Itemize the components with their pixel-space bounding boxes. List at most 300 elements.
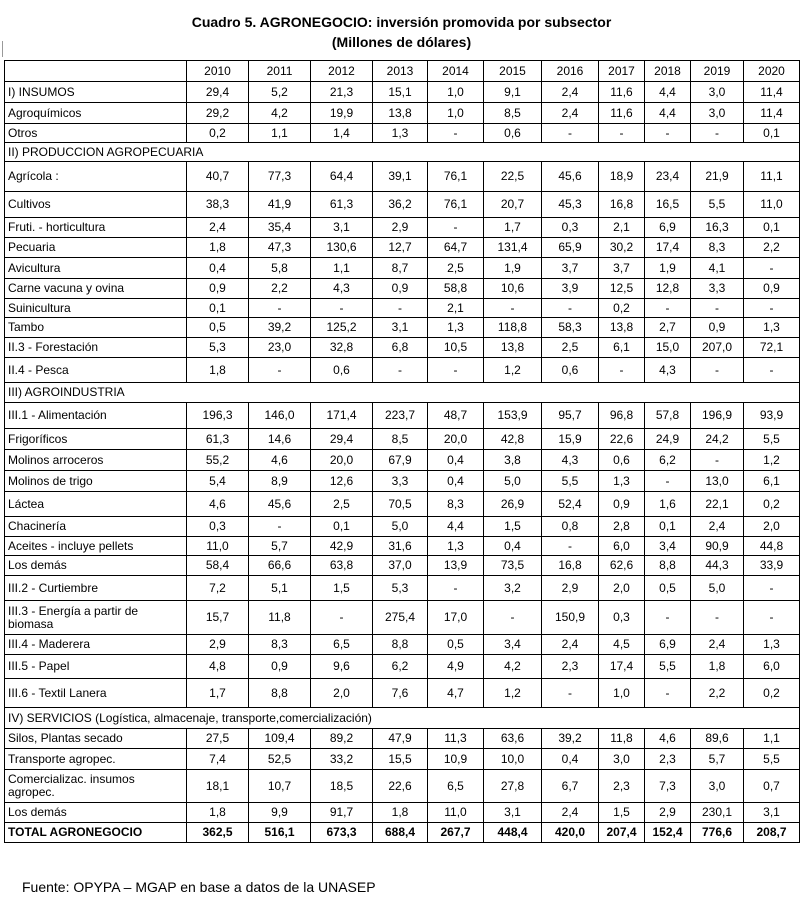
value-cell: 2,2 xyxy=(249,279,311,299)
row-label: Cultivos xyxy=(5,192,187,218)
value-cell: 1,8 xyxy=(691,655,744,679)
value-cell: 47,9 xyxy=(373,729,428,749)
value-cell: 0,2 xyxy=(744,679,800,708)
value-cell: 4,8 xyxy=(187,655,249,679)
section-row xyxy=(5,383,800,403)
value-cell: 6,2 xyxy=(373,655,428,679)
value-cell: 18,9 xyxy=(599,162,645,192)
value-cell: 27,8 xyxy=(484,770,542,803)
value-cell: - xyxy=(542,299,599,318)
table-row xyxy=(5,679,800,708)
year-header: 2015 xyxy=(484,61,542,82)
value-cell: 70,5 xyxy=(373,492,428,517)
value-cell: - xyxy=(542,124,599,143)
value-cell: 13,8 xyxy=(373,103,428,124)
row-label: III.6 - Textil Lanera xyxy=(5,679,187,708)
total-row xyxy=(5,823,800,843)
value-cell: 20,0 xyxy=(428,429,484,450)
value-cell: 9,6 xyxy=(311,655,373,679)
value-cell: 8,7 xyxy=(373,258,428,279)
value-cell: 1,8 xyxy=(187,238,249,258)
value-cell: 21,3 xyxy=(311,82,373,103)
value-cell: 1,3 xyxy=(428,537,484,556)
value-cell: 31,6 xyxy=(373,537,428,556)
value-cell: 0,9 xyxy=(744,279,800,299)
value-cell: 6,5 xyxy=(311,635,373,655)
row-label: Transporte agropec. xyxy=(5,749,187,770)
value-cell: 0,2 xyxy=(599,299,645,318)
row-label: II.3 - Forestación xyxy=(5,338,187,358)
value-cell: - xyxy=(691,358,744,383)
section-label: III) AGROINDUSTRIA xyxy=(5,383,800,403)
value-cell: 0,1 xyxy=(311,517,373,537)
value-cell: 0,5 xyxy=(645,576,691,601)
value-cell: 3,1 xyxy=(373,318,428,338)
value-cell: 1,5 xyxy=(484,517,542,537)
value-cell: 4,6 xyxy=(187,492,249,517)
value-cell: - xyxy=(428,576,484,601)
source-note: Fuente: OPYPA – MGAP en base a datos de la UNASEP xyxy=(22,879,376,895)
row-label: Silos, Plantas secado xyxy=(5,729,187,749)
row-label: Chacinería xyxy=(5,517,187,537)
value-cell: 15,5 xyxy=(373,749,428,770)
value-cell: 8,8 xyxy=(249,679,311,708)
value-cell: 0,3 xyxy=(599,601,645,635)
table-subtitle: (Millones de dólares) xyxy=(331,34,472,50)
value-cell: 39,2 xyxy=(249,318,311,338)
value-cell: 0,4 xyxy=(187,258,249,279)
value-cell: 1,0 xyxy=(428,103,484,124)
value-cell: 89,2 xyxy=(311,729,373,749)
row-label: Agroquímicos xyxy=(5,103,187,124)
table-row xyxy=(5,162,800,192)
value-cell: 3,0 xyxy=(691,770,744,803)
value-cell: - xyxy=(744,258,800,279)
value-cell: 64,7 xyxy=(428,238,484,258)
section-row xyxy=(5,708,800,729)
value-cell: 8,3 xyxy=(249,635,311,655)
value-cell: 3,1 xyxy=(311,218,373,238)
value-cell: - xyxy=(484,601,542,635)
value-cell: 4,5 xyxy=(599,635,645,655)
value-cell: 3,9 xyxy=(542,279,599,299)
value-cell: 1,2 xyxy=(744,450,800,471)
year-header: 2017 xyxy=(599,61,645,82)
value-cell: 76,1 xyxy=(428,192,484,218)
value-cell: 2,4 xyxy=(542,635,599,655)
row-label: III.4 - Maderera xyxy=(5,635,187,655)
value-cell: 5,0 xyxy=(373,517,428,537)
value-cell: 0,7 xyxy=(744,770,800,803)
table-row xyxy=(5,803,800,823)
value-cell: 63,6 xyxy=(484,729,542,749)
value-cell: 36,2 xyxy=(373,192,428,218)
value-cell: 3,7 xyxy=(542,258,599,279)
value-cell: 4,3 xyxy=(645,358,691,383)
value-cell: - xyxy=(311,601,373,635)
value-cell: 1,2 xyxy=(484,679,542,708)
value-cell: 4,2 xyxy=(484,655,542,679)
value-cell: 89,6 xyxy=(691,729,744,749)
table-row xyxy=(5,635,800,655)
value-cell: 16,3 xyxy=(691,218,744,238)
value-cell: 2,1 xyxy=(599,218,645,238)
value-cell: 2,0 xyxy=(599,576,645,601)
value-cell: 146,0 xyxy=(249,403,311,429)
year-header: 2010 xyxy=(187,61,249,82)
value-cell: 3,1 xyxy=(744,803,800,823)
value-cell: 2,4 xyxy=(542,803,599,823)
value-cell: 58,8 xyxy=(428,279,484,299)
value-cell: 13,0 xyxy=(691,471,744,492)
value-cell: 12,5 xyxy=(599,279,645,299)
value-cell: 267,7 xyxy=(428,823,484,843)
row-label: Suinicultura xyxy=(5,299,187,318)
value-cell: 0,8 xyxy=(542,517,599,537)
value-cell: 5,3 xyxy=(187,338,249,358)
row-label: III.2 - Curtiembre xyxy=(5,576,187,601)
row-label: Molinos de trigo xyxy=(5,471,187,492)
value-cell: 22,5 xyxy=(484,162,542,192)
year-header: 2014 xyxy=(428,61,484,82)
value-cell: 33,9 xyxy=(744,556,800,576)
value-cell: 29,4 xyxy=(187,82,249,103)
row-label: Fruti. - horticultura xyxy=(5,218,187,238)
section-label: II) PRODUCCION AGROPECUARIA xyxy=(5,143,800,162)
value-cell: 2,2 xyxy=(744,238,800,258)
value-cell: 3,1 xyxy=(484,803,542,823)
value-cell: 118,8 xyxy=(484,318,542,338)
value-cell: 2,4 xyxy=(187,218,249,238)
value-cell: 0,2 xyxy=(187,124,249,143)
value-cell: 15,9 xyxy=(542,429,599,450)
value-cell: 29,2 xyxy=(187,103,249,124)
value-cell: 0,1 xyxy=(187,299,249,318)
value-cell: - xyxy=(645,471,691,492)
value-cell: 0,3 xyxy=(542,218,599,238)
value-cell: 1,7 xyxy=(187,679,249,708)
value-cell: 5,0 xyxy=(691,576,744,601)
table-title: Cuadro 5. AGRONEGOCIO: inversión promovida por subsector xyxy=(191,14,612,30)
value-cell: 3,3 xyxy=(373,471,428,492)
value-cell: 2,4 xyxy=(542,103,599,124)
value-cell: 22,6 xyxy=(373,770,428,803)
table-row xyxy=(5,103,800,124)
value-cell: 17,4 xyxy=(645,238,691,258)
value-cell: 73,5 xyxy=(484,556,542,576)
value-cell: 12,6 xyxy=(311,471,373,492)
table-row xyxy=(5,450,800,471)
value-cell: 5,5 xyxy=(542,471,599,492)
table-row xyxy=(5,556,800,576)
value-cell: 11,0 xyxy=(428,803,484,823)
value-cell: 12,8 xyxy=(645,279,691,299)
row-label: Láctea xyxy=(5,492,187,517)
value-cell: - xyxy=(691,450,744,471)
value-cell: 44,3 xyxy=(691,556,744,576)
value-cell: - xyxy=(744,299,800,318)
value-cell: 1,3 xyxy=(744,635,800,655)
value-cell: 8,8 xyxy=(373,635,428,655)
value-cell: 3,8 xyxy=(484,450,542,471)
year-header: 2012 xyxy=(311,61,373,82)
value-cell: 2,3 xyxy=(599,770,645,803)
value-cell: 125,2 xyxy=(311,318,373,338)
value-cell: 5,5 xyxy=(691,192,744,218)
value-cell: 5,8 xyxy=(249,258,311,279)
value-cell: 207,0 xyxy=(691,338,744,358)
table-row xyxy=(5,279,800,299)
value-cell: 196,3 xyxy=(187,403,249,429)
value-cell: 3,0 xyxy=(691,103,744,124)
value-cell: 90,9 xyxy=(691,537,744,556)
value-cell: 10,0 xyxy=(484,749,542,770)
value-cell: 2,4 xyxy=(691,635,744,655)
value-cell: 9,1 xyxy=(484,82,542,103)
value-cell: 15,7 xyxy=(187,601,249,635)
value-cell: - xyxy=(428,218,484,238)
value-cell: 6,5 xyxy=(428,770,484,803)
value-cell: 5,4 xyxy=(187,471,249,492)
value-cell: - xyxy=(249,358,311,383)
value-cell: 1,8 xyxy=(373,803,428,823)
table-row xyxy=(5,338,800,358)
year-header: 2013 xyxy=(373,61,428,82)
value-cell: 223,7 xyxy=(373,403,428,429)
value-cell: 673,3 xyxy=(311,823,373,843)
value-cell: 64,4 xyxy=(311,162,373,192)
value-cell: 1,8 xyxy=(187,358,249,383)
value-cell: 1,7 xyxy=(484,218,542,238)
value-cell: - xyxy=(428,124,484,143)
value-cell: 10,9 xyxy=(428,749,484,770)
value-cell: 0,5 xyxy=(428,635,484,655)
value-cell: 1,0 xyxy=(428,82,484,103)
row-label: Agrícola : xyxy=(5,162,187,192)
value-cell: 0,4 xyxy=(484,537,542,556)
value-cell: 63,8 xyxy=(311,556,373,576)
table-row xyxy=(5,655,800,679)
value-cell: 0,4 xyxy=(428,471,484,492)
value-cell: 47,3 xyxy=(249,238,311,258)
value-cell: 2,4 xyxy=(542,82,599,103)
text-cursor xyxy=(2,41,3,57)
value-cell: 6,8 xyxy=(373,338,428,358)
value-cell: 1,0 xyxy=(599,679,645,708)
value-cell: 5,5 xyxy=(645,655,691,679)
value-cell: - xyxy=(311,299,373,318)
value-cell: 152,4 xyxy=(645,823,691,843)
value-cell: 2,2 xyxy=(691,679,744,708)
value-cell: 15,1 xyxy=(373,82,428,103)
value-cell: 8,5 xyxy=(484,103,542,124)
value-cell: 67,9 xyxy=(373,450,428,471)
value-cell: 2,0 xyxy=(311,679,373,708)
value-cell: 4,4 xyxy=(428,517,484,537)
value-cell: 13,8 xyxy=(599,318,645,338)
value-cell: - xyxy=(645,124,691,143)
table-row xyxy=(5,299,800,318)
value-cell: 32,8 xyxy=(311,338,373,358)
investment-table xyxy=(4,60,800,843)
value-cell: 8,8 xyxy=(645,556,691,576)
value-cell: 0,1 xyxy=(744,124,800,143)
row-label: I) INSUMOS xyxy=(5,82,187,103)
value-cell: 11,3 xyxy=(428,729,484,749)
value-cell: 5,1 xyxy=(249,576,311,601)
value-cell: 1,6 xyxy=(645,492,691,517)
year-header: 2018 xyxy=(645,61,691,82)
value-cell: 0,4 xyxy=(428,450,484,471)
value-cell: 16,5 xyxy=(645,192,691,218)
value-cell: 7,6 xyxy=(373,679,428,708)
value-cell: - xyxy=(645,601,691,635)
value-cell: 2,5 xyxy=(428,258,484,279)
value-cell: 4,7 xyxy=(428,679,484,708)
value-cell: 5,5 xyxy=(744,429,800,450)
value-cell: 42,8 xyxy=(484,429,542,450)
value-cell: 58,3 xyxy=(542,318,599,338)
value-cell: 208,7 xyxy=(744,823,800,843)
value-cell: 23,4 xyxy=(645,162,691,192)
value-cell: 3,4 xyxy=(484,635,542,655)
value-cell: 58,4 xyxy=(187,556,249,576)
value-cell: 275,4 xyxy=(373,601,428,635)
value-cell: 6,1 xyxy=(744,471,800,492)
value-cell: 12,7 xyxy=(373,238,428,258)
value-cell: 4,2 xyxy=(249,103,311,124)
value-cell: 61,3 xyxy=(187,429,249,450)
value-cell: 14,6 xyxy=(249,429,311,450)
value-cell: 10,6 xyxy=(484,279,542,299)
value-cell: 37,0 xyxy=(373,556,428,576)
value-cell: 230,1 xyxy=(691,803,744,823)
value-cell: 20,0 xyxy=(311,450,373,471)
value-cell: 55,2 xyxy=(187,450,249,471)
value-cell: 0,6 xyxy=(542,358,599,383)
value-cell: 13,8 xyxy=(484,338,542,358)
value-cell: 130,6 xyxy=(311,238,373,258)
value-cell: 8,9 xyxy=(249,471,311,492)
value-cell: - xyxy=(249,517,311,537)
value-cell: 8,5 xyxy=(373,429,428,450)
value-cell: 40,7 xyxy=(187,162,249,192)
value-cell: 66,6 xyxy=(249,556,311,576)
value-cell: 45,6 xyxy=(249,492,311,517)
value-cell: 1,2 xyxy=(484,358,542,383)
row-label: Pecuaria xyxy=(5,238,187,258)
table-row xyxy=(5,429,800,450)
value-cell: 23,0 xyxy=(249,338,311,358)
value-cell: - xyxy=(691,601,744,635)
value-cell: 150,9 xyxy=(542,601,599,635)
value-cell: 7,4 xyxy=(187,749,249,770)
value-cell: 48,7 xyxy=(428,403,484,429)
value-cell: 7,3 xyxy=(645,770,691,803)
value-cell: - xyxy=(744,358,800,383)
value-cell: 42,9 xyxy=(311,537,373,556)
value-cell: 4,1 xyxy=(691,258,744,279)
value-cell: 1,5 xyxy=(311,576,373,601)
value-cell: 3,2 xyxy=(484,576,542,601)
value-cell: 6,0 xyxy=(599,537,645,556)
value-cell: 76,1 xyxy=(428,162,484,192)
value-cell: 0,6 xyxy=(484,124,542,143)
value-cell: 44,8 xyxy=(744,537,800,556)
value-cell: 39,2 xyxy=(542,729,599,749)
value-cell: 3,4 xyxy=(645,537,691,556)
value-cell: 6,1 xyxy=(599,338,645,358)
table-row xyxy=(5,537,800,556)
row-label: Avicultura xyxy=(5,258,187,279)
value-cell: 96,8 xyxy=(599,403,645,429)
value-cell: 24,9 xyxy=(645,429,691,450)
value-cell: 1,1 xyxy=(249,124,311,143)
row-label: Frigoríficos xyxy=(5,429,187,450)
value-cell: - xyxy=(542,679,599,708)
section-label: IV) SERVICIOS (Logística, almacenaje, transporte,comercialización) xyxy=(5,708,800,729)
value-cell: 1,8 xyxy=(187,803,249,823)
value-cell: 516,1 xyxy=(249,823,311,843)
value-cell: 0,6 xyxy=(311,358,373,383)
value-cell: - xyxy=(599,358,645,383)
value-cell: 5,0 xyxy=(484,471,542,492)
value-cell: - xyxy=(691,299,744,318)
value-cell: 27,5 xyxy=(187,729,249,749)
year-header: 2016 xyxy=(542,61,599,82)
row-label: III.5 - Papel xyxy=(5,655,187,679)
table-row xyxy=(5,576,800,601)
value-cell: 4,6 xyxy=(645,729,691,749)
table-row xyxy=(5,358,800,383)
value-cell: 61,3 xyxy=(311,192,373,218)
value-cell: 2,3 xyxy=(542,655,599,679)
header-row xyxy=(5,61,800,82)
row-label: Aceites - incluye pellets xyxy=(5,537,187,556)
value-cell: 22,1 xyxy=(691,492,744,517)
table-row xyxy=(5,601,800,635)
value-cell: 0,1 xyxy=(744,218,800,238)
value-cell: 33,2 xyxy=(311,749,373,770)
value-cell: 1,3 xyxy=(744,318,800,338)
table-row xyxy=(5,258,800,279)
table-row xyxy=(5,238,800,258)
value-cell: 0,3 xyxy=(187,517,249,537)
value-cell: 362,5 xyxy=(187,823,249,843)
value-cell: 1,3 xyxy=(599,471,645,492)
table-row xyxy=(5,770,800,803)
value-cell: 4,4 xyxy=(645,82,691,103)
value-cell: 62,6 xyxy=(599,556,645,576)
value-cell: 2,3 xyxy=(645,749,691,770)
value-cell: 11,6 xyxy=(599,82,645,103)
table-row xyxy=(5,124,800,143)
header-corner xyxy=(5,61,187,82)
value-cell: 11,4 xyxy=(744,103,800,124)
value-cell: 10,5 xyxy=(428,338,484,358)
value-cell: 3,0 xyxy=(691,82,744,103)
value-cell: 24,2 xyxy=(691,429,744,450)
value-cell: 15,0 xyxy=(645,338,691,358)
value-cell: - xyxy=(691,124,744,143)
value-cell: 2,0 xyxy=(744,517,800,537)
value-cell: 35,4 xyxy=(249,218,311,238)
value-cell: 2,7 xyxy=(645,318,691,338)
value-cell: 420,0 xyxy=(542,823,599,843)
table-row xyxy=(5,492,800,517)
value-cell: 10,7 xyxy=(249,770,311,803)
table-row xyxy=(5,318,800,338)
